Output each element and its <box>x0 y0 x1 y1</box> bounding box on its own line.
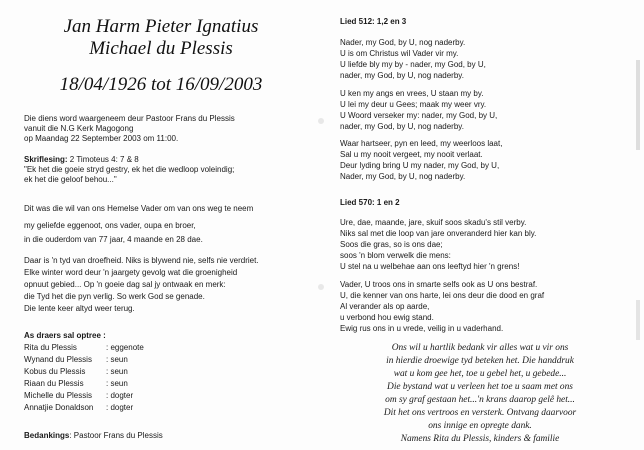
hymn-2-title: Lied 570: 1 en 2 <box>340 198 400 207</box>
thanks-label: Bedankings <box>24 431 70 440</box>
closing-line: ons innige en opregte dank. <box>428 421 532 431</box>
binder-hole <box>318 284 324 290</box>
thanks-text: : Pastoor Frans du Plessis <box>69 431 163 440</box>
hymn-1-verse-3-line: Waar hartseer, pyn en leed, my weerloos laat, <box>340 139 503 148</box>
paragraph-1-line-1: Dit was die wil van ons Hemelse Vader om van ons weg te neem <box>24 204 254 213</box>
hymn-1-title: Lied 512: 1,2 en 3 <box>340 17 407 26</box>
hymn-1-verse-2-line: U ken my angs en vrees, U staan my by. <box>340 89 484 98</box>
service-line-1: Die diens word waargeneem deur Pastoor Frans du Plessis <box>24 114 235 123</box>
closing-line: in hierdie droewige tyd beteken het. Die handdruk <box>386 356 574 366</box>
hymn-1-verse-2-line: U Woord verseker my: nader, my God, by U, <box>340 111 498 120</box>
hymn-2-verse-2-line: u verbond hou ewig stand. <box>340 313 434 322</box>
hymn-2-verse-1-line: Ure, dae, maande, jare, skuif soos skadu's stil verby. <box>340 218 527 227</box>
deceased-name-line1: Jan Harm Pieter Ignatius <box>63 16 259 37</box>
paragraph-2-line-2: Elke winter word deur 'n jaargety gevolg wat die groenigheid <box>24 268 238 277</box>
bearer-role: : dogter <box>106 391 134 400</box>
hymn-2-verse-1-line: soos 'n blom verwelk die mens: <box>340 251 451 260</box>
bearer-name: Kobus du Plessis <box>24 367 86 376</box>
scripture-ref: 2 Timoteus 4: 7 & 8 <box>67 155 139 164</box>
closing-line: om sy graf gestaan het...'n krans daarop gelê het... <box>385 395 575 405</box>
service-line-3: op Maandag 22 September 2003 om 11:00. <box>24 134 179 143</box>
paragraph-2-line-4: die Tyd het die pyn verlig. So werk God se genade. <box>24 292 205 301</box>
paragraph-2-line-5: Die lente keer altyd weer terug. <box>24 304 135 313</box>
bearer-name: Rita du Plessis <box>24 343 77 352</box>
paragraph-1-line-3: in die ouderdom van 77 jaar, 4 maande en 28 dae. <box>24 235 203 244</box>
hymn-2-verse-2-line: Ewig rus ons in u vrede, veilig in u vaderhand. <box>340 324 504 333</box>
bearer-name: Riaan du Plessis <box>24 379 84 388</box>
hymn-1-verse-2-line: U lei my deur u Gees; maak my weer vry. <box>340 100 487 109</box>
bearer-name: Michelle du Plessis <box>24 391 93 400</box>
thanks-line <box>24 431 163 442</box>
deceased-name-line2: Michael du Plessis <box>89 38 233 59</box>
hymn-2-verse-1-line: Niks sal met die loop van jare onveranderd hier kan bly. <box>340 229 537 238</box>
paragraph-2-line-3: opnuut gebied... Op 'n goeie dag sal jy ontwaak en merk: <box>24 280 226 289</box>
hymn-1-verse-1-line: U liefde bly my by - nader, my God, by U, <box>340 60 486 69</box>
bearer-role: : seun <box>106 355 128 364</box>
scan-edge-mark <box>636 300 640 340</box>
hymn-2-verse-1-line: U stel na u welbehae aan ons leeftyd hier 'n grens! <box>340 262 520 271</box>
scripture-quote-1: "Ek het die goeie stryd gestry, ek het die wedloop voleindig; <box>24 165 235 174</box>
service-line-2: vanuit die N.G Kerk Magogong <box>24 124 134 133</box>
closing-line: Die bystand wat u verleen het toe u saam met ons <box>387 382 573 392</box>
paragraph-2-line-1: Daar is 'n tyd van droefheid. Niks is blywend nie, selfs nie verdriet. <box>24 256 259 265</box>
hymn-2-verse-1-line: Soos die gras, so is ons dae; <box>340 240 443 249</box>
closing-line: Ons wil u hartlik bedank vir alles wat u vir ons <box>391 343 569 353</box>
bearer-name: Annatjie Donaldson <box>24 403 94 412</box>
bearers-title: As draers sal optree : <box>24 331 106 340</box>
closing-signature: Namens Rita du Plessis, kinders & familie <box>400 434 560 444</box>
hymn-1-verse-1-line: nader, my God, by U, nog naderby. <box>340 71 464 80</box>
hymn-1-verse-1-line: U is om Christus wil Vader vir my. <box>340 49 459 58</box>
hymn-2-verse-2-line: Vader, U troos ons in smarte selfs ook as U ons bestraf. <box>340 280 538 289</box>
closing-line: wat u kom gee het, toe u gebel het, u gebede... <box>393 369 567 379</box>
bearer-name: Wynand du Plessis <box>24 355 92 364</box>
hymn-1-verse-3-line: Deur lyding bring U my nader, my God, by U, <box>340 161 500 170</box>
bearer-role: : dogter <box>106 403 134 412</box>
hymn-2-verse-2-line: U, die kenner van ons harte, lei ons deur die dood en graf <box>340 291 545 300</box>
bearer-role: : seun <box>106 379 128 388</box>
scan-edge-mark <box>636 60 640 150</box>
scripture-quote-2: ek het die geloof behou..." <box>24 175 117 184</box>
hymn-2-verse-2-line: Al verander als op aarde, <box>340 302 430 311</box>
hymn-1-verse-3-line: Nader, my God, by U, nog naderby. <box>340 172 466 181</box>
hymn-1-verse-2-line: nader, my God, by U, nog naderby. <box>340 122 464 131</box>
scripture-heading <box>24 155 139 166</box>
life-dates: 18/04/1926 tot 16/09/2003 <box>59 74 263 95</box>
binder-hole <box>318 118 324 124</box>
bearer-role: : eggenote <box>106 343 144 352</box>
scripture-label: Skriflesing: <box>24 155 68 164</box>
hymn-1-verse-1-line: Nader, my God, by U, nog naderby. <box>340 38 466 47</box>
closing-line: Dit het ons vertroos en versterk. Ontvang daarvoor <box>383 408 577 418</box>
hymn-1-verse-3-line: Sal u my nooit vergeet, my nooit verlaat. <box>340 150 483 159</box>
paragraph-1-line-2: my geliefde eggenoot, ons vader, oupa en broer, <box>24 221 196 230</box>
bearer-role: : seun <box>106 367 128 376</box>
